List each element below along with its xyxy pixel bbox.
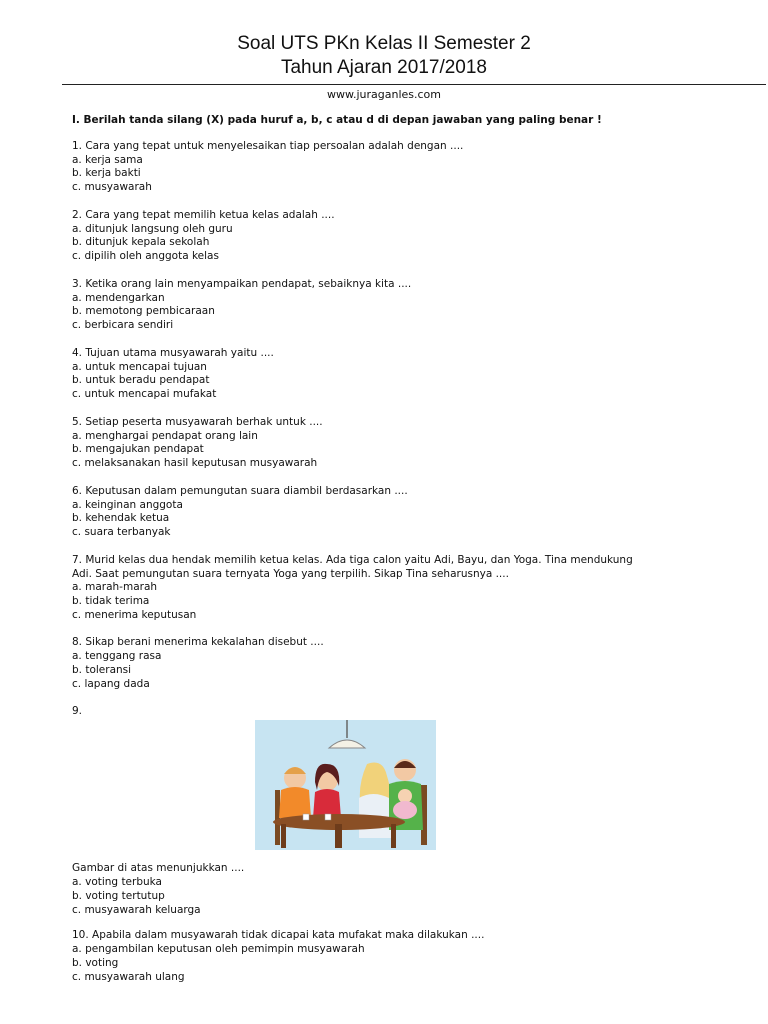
option-a: a. untuk mencapai tujuan xyxy=(72,360,207,373)
question-text: 2. Cara yang tepat memilih ketua kelas adalah .... xyxy=(72,208,335,221)
option-c: c. musyawarah xyxy=(72,181,152,194)
option-b: b. kehendak ketua xyxy=(72,512,170,525)
option-a: a. mendengarkan xyxy=(72,291,165,304)
question-list xyxy=(72,114,692,998)
option-b: b. voting xyxy=(72,957,119,970)
option-c: c. lapang dada xyxy=(72,677,150,690)
question-number: 9. xyxy=(72,705,83,718)
option-c: c. menerima keputusan xyxy=(72,608,197,621)
option-c: c. melaksanakan hasil keputusan musyawarah xyxy=(72,457,318,470)
document-header xyxy=(0,32,768,80)
question-text-line-1: 7. Murid kelas dua hendak memilih ketua kelas. Ada tiga calon yaitu Adi, Bayu, dan Yoga. Tina mendukung xyxy=(72,553,633,566)
question-text: 1. Cara yang tepat untuk menyelesaikan tiap persoalan adalah dengan .... xyxy=(72,139,464,152)
question-8 xyxy=(72,636,692,691)
option-a: a. ditunjuk langsung oleh guru xyxy=(72,222,233,235)
question-text: 5. Setiap peserta musyawarah berhak untuk .... xyxy=(72,415,323,428)
header-divider xyxy=(62,84,766,85)
title-line-2: Tahun Ajaran 2017/2018 xyxy=(280,57,487,78)
option-a: a. kerja sama xyxy=(72,153,143,166)
question-text: 4. Tujuan utama musyawarah yaitu .... xyxy=(72,346,274,359)
question-4 xyxy=(72,347,692,402)
option-b: b. untuk beradu pendapat xyxy=(72,374,210,387)
question-6 xyxy=(72,485,692,540)
question-text-line-2: Adi. Saat pemungutan suara ternyata Yoga yang terpilih. Sikap Tina seharusnya .... xyxy=(72,567,509,580)
option-c: c. berbicara sendiri xyxy=(72,319,174,332)
family-discussion-illustration xyxy=(255,720,436,850)
option-b: b. memotong pembicaraan xyxy=(72,305,215,318)
option-c: c. musyawarah ulang xyxy=(72,970,185,983)
instruction: I. Berilah tanda silang (X) pada huruf a, b, c atau d di depan jawaban yang paling benar ! xyxy=(72,114,602,126)
option-c: c. untuk mencapai mufakat xyxy=(72,388,217,401)
question-text: Gambar di atas menunjukkan .... xyxy=(72,862,245,875)
option-c: c. dipilih oleh anggota kelas xyxy=(72,250,219,263)
question-7 xyxy=(72,554,692,623)
question-text: 3. Ketika orang lain menyampaikan pendapat, sebaiknya kita .... xyxy=(72,277,412,290)
option-a: a. keinginan anggota xyxy=(72,498,183,511)
question-2 xyxy=(72,209,692,264)
question-10 xyxy=(72,929,692,984)
question-3 xyxy=(72,278,692,333)
option-a: a. pengambilan keputusan oleh pemimpin musyawarah xyxy=(72,943,365,956)
question-9 xyxy=(72,705,692,917)
question-5 xyxy=(72,416,692,471)
option-b: b. voting tertutup xyxy=(72,889,165,902)
option-b: b. tidak terima xyxy=(72,595,150,608)
option-b: b. mengajukan pendapat xyxy=(72,443,204,456)
option-c: c. musyawarah keluarga xyxy=(72,903,201,916)
option-a: a. voting terbuka xyxy=(72,876,162,889)
title-line-1: Soal UTS PKn Kelas II Semester 2 xyxy=(237,33,531,54)
question-1 xyxy=(72,140,692,195)
option-b: b. ditunjuk kepala sekolah xyxy=(72,236,210,249)
option-b: b. toleransi xyxy=(72,664,132,677)
website-link[interactable]: www.juraganles.com xyxy=(326,88,441,101)
question-text: 10. Apabila dalam musyawarah tidak dicapai kata mufakat maka dilakukan .... xyxy=(72,929,485,942)
option-a: a. menghargai pendapat orang lain xyxy=(72,429,258,442)
option-c: c. suara terbanyak xyxy=(72,526,171,539)
option-a: a. marah-marah xyxy=(72,581,158,594)
option-b: b. kerja bakti xyxy=(72,167,141,180)
option-a: a. tenggang rasa xyxy=(72,650,162,663)
question-text: 8. Sikap berani menerima kekalahan disebut .... xyxy=(72,636,324,649)
question-text: 6. Keputusan dalam pemungutan suara diambil berdasarkan .... xyxy=(72,484,408,497)
